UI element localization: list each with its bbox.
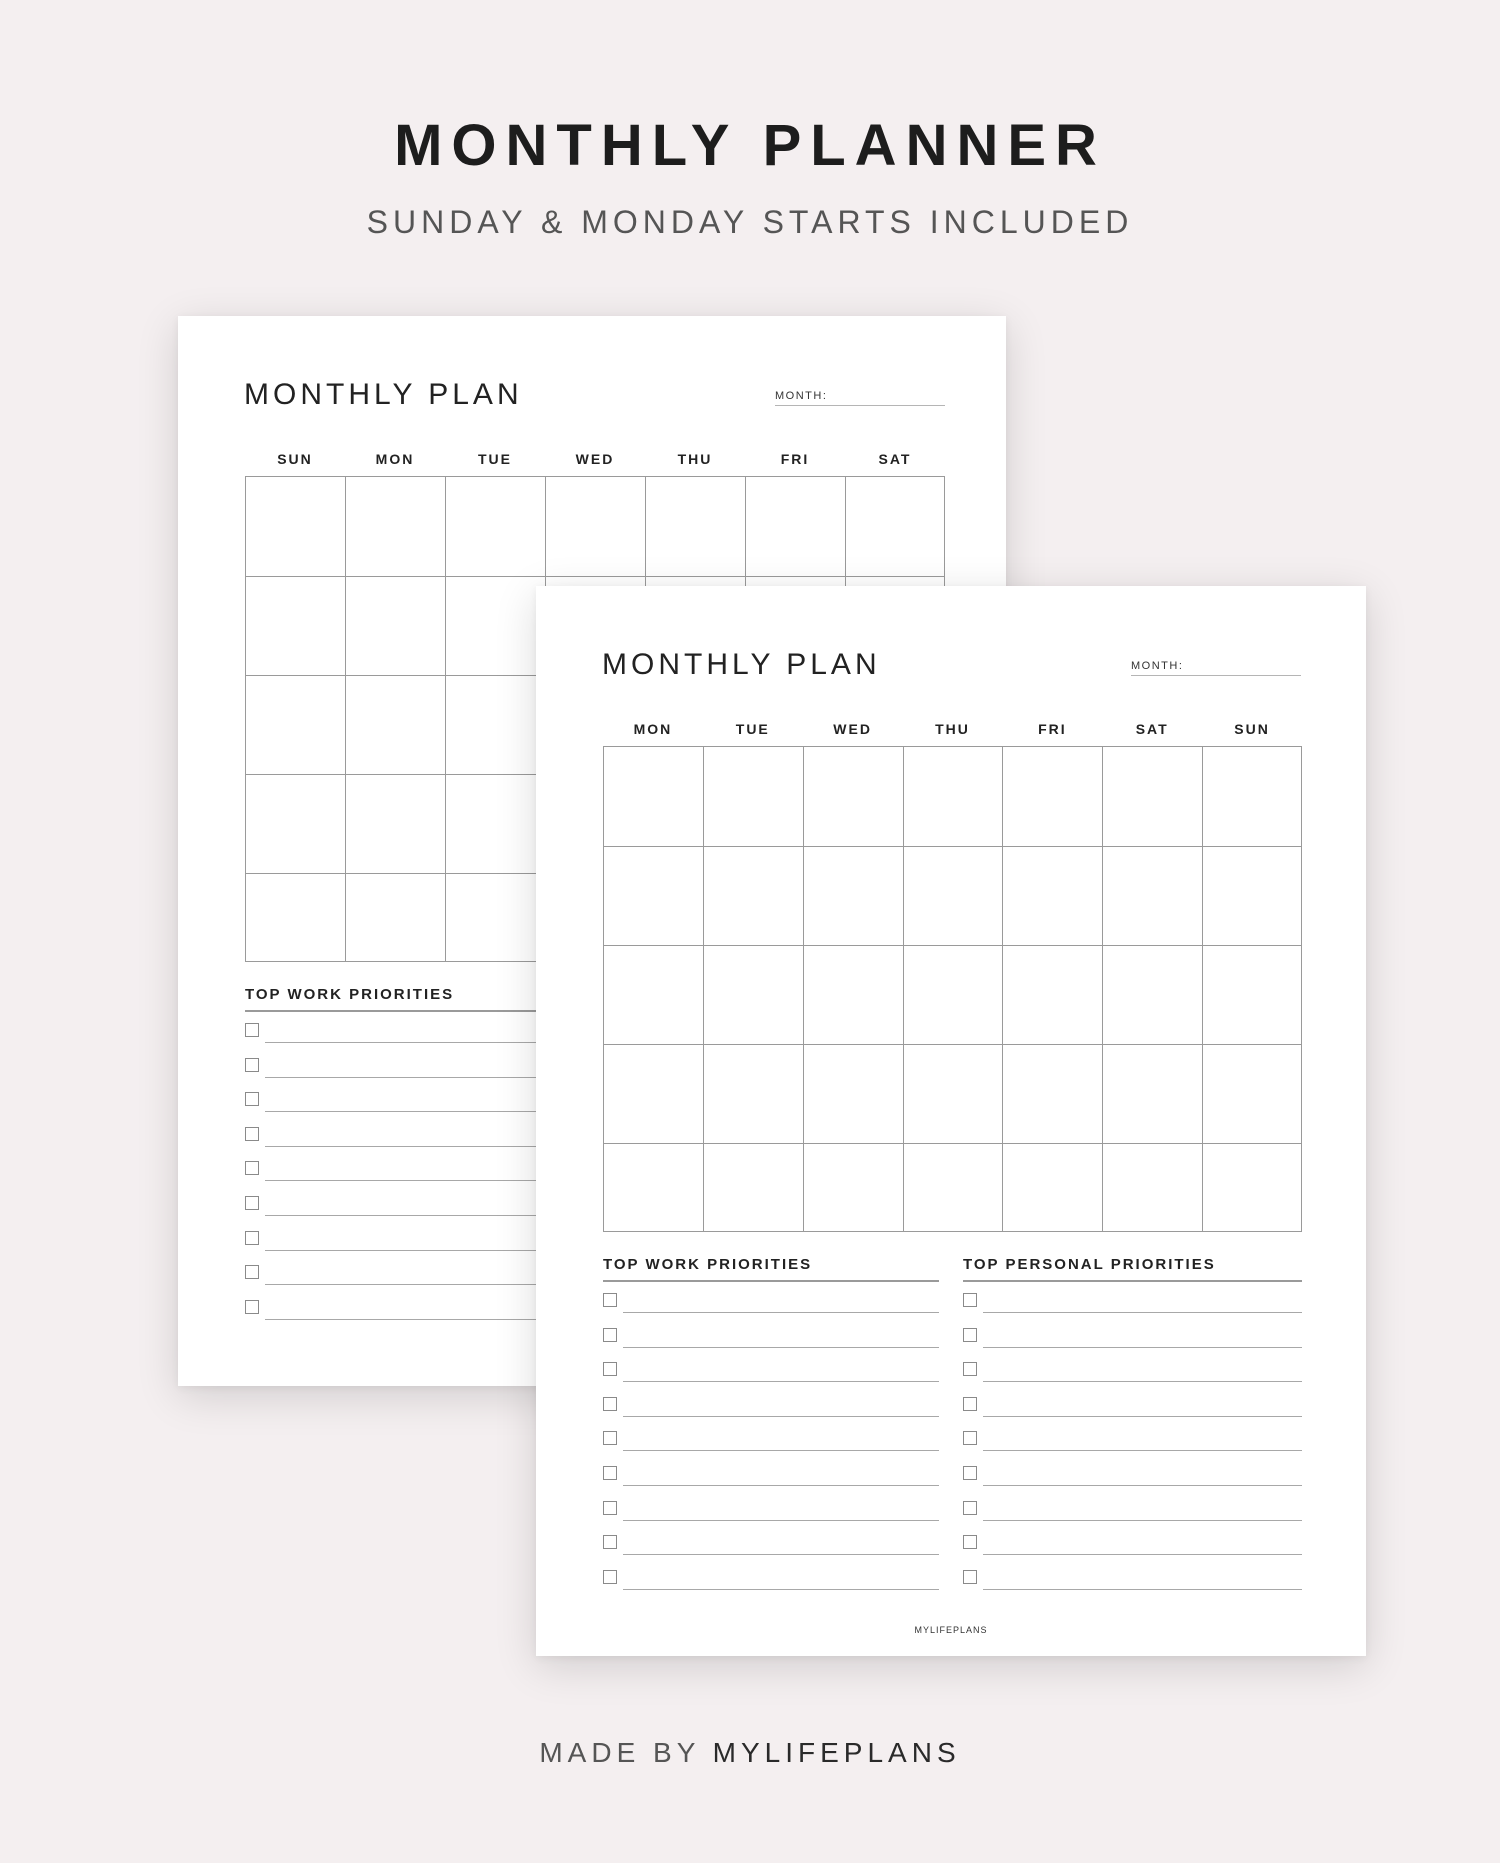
month-field: MONTH: — [1131, 660, 1301, 676]
weekday-label: SUN — [277, 451, 313, 467]
priority-checkbox[interactable] — [963, 1570, 977, 1584]
weekday-label: THU — [677, 451, 713, 467]
sheet-footer-brand: MYLIFEPLANS — [914, 1625, 988, 1635]
personal-priorities-heading: TOP PERSONAL PRIORITIES — [963, 1256, 1302, 1282]
work-priorities-heading: TOP WORK PRIORITIES — [245, 986, 545, 1012]
grid-row-line — [604, 945, 1301, 946]
grid-row-line — [604, 1044, 1301, 1045]
grid-column-line — [345, 477, 346, 961]
priority-checkbox[interactable] — [603, 1397, 617, 1411]
priority-checkbox[interactable] — [603, 1535, 617, 1549]
priority-checkbox[interactable] — [963, 1362, 977, 1376]
priority-write-line[interactable] — [623, 1589, 939, 1590]
grid-row-line — [604, 1143, 1301, 1144]
priority-checkbox[interactable] — [245, 1092, 259, 1106]
priority-checkbox[interactable] — [245, 1231, 259, 1245]
priority-checkbox[interactable] — [603, 1293, 617, 1307]
priority-write-line[interactable] — [623, 1520, 939, 1521]
priority-checkbox[interactable] — [245, 1127, 259, 1141]
priority-write-line[interactable] — [265, 1180, 565, 1181]
weekday-label: WED — [833, 721, 872, 737]
priority-write-line[interactable] — [623, 1554, 939, 1555]
priority-write-line[interactable] — [983, 1589, 1302, 1590]
priority-checkbox[interactable] — [245, 1058, 259, 1072]
priority-write-line[interactable] — [623, 1485, 939, 1486]
priority-checkbox[interactable] — [245, 1300, 259, 1314]
grid-column-line — [1102, 747, 1103, 1231]
priority-write-line[interactable] — [265, 1146, 565, 1147]
weekday-label: TUE — [735, 721, 770, 737]
priority-write-line[interactable] — [983, 1347, 1302, 1348]
grid-row-line — [246, 576, 944, 577]
weekday-label: TUE — [478, 451, 512, 467]
grid-column-line — [703, 747, 704, 1231]
priority-checkbox[interactable] — [245, 1023, 259, 1037]
priority-write-line[interactable] — [265, 1077, 565, 1078]
priority-write-line[interactable] — [623, 1381, 939, 1382]
monday-start-sheet — [536, 586, 1366, 1656]
sheet-title: MONTHLY PLAN — [602, 648, 881, 681]
weekday-label: MON — [633, 721, 673, 737]
priority-write-line[interactable] — [983, 1381, 1302, 1382]
priority-checkbox[interactable] — [245, 1265, 259, 1279]
grid-column-line — [803, 747, 804, 1231]
priority-checkbox[interactable] — [603, 1362, 617, 1376]
priority-write-line[interactable] — [983, 1312, 1302, 1313]
priority-checkbox[interactable] — [245, 1161, 259, 1175]
priority-checkbox[interactable] — [963, 1431, 977, 1445]
priority-write-line[interactable] — [265, 1111, 565, 1112]
priority-write-line[interactable] — [265, 1284, 565, 1285]
weekday-label: FRI — [780, 451, 810, 467]
page-subtitle: SUNDAY & MONDAY STARTS INCLUDED — [366, 204, 1134, 240]
priority-write-line[interactable] — [983, 1450, 1302, 1451]
priority-write-line[interactable] — [623, 1416, 939, 1417]
priority-checkbox[interactable] — [963, 1501, 977, 1515]
priority-checkbox[interactable] — [963, 1293, 977, 1307]
priority-write-line[interactable] — [623, 1312, 939, 1313]
grid-column-line — [1002, 747, 1003, 1231]
priority-checkbox[interactable] — [963, 1466, 977, 1480]
weekday-label: MON — [375, 451, 415, 467]
priority-checkbox[interactable] — [603, 1431, 617, 1445]
work-priorities-heading: TOP WORK PRIORITIES — [603, 1256, 939, 1282]
priority-write-line[interactable] — [983, 1416, 1302, 1417]
priority-write-line[interactable] — [983, 1520, 1302, 1521]
footer-prefix: MADE BY — [539, 1737, 700, 1768]
priority-write-line[interactable] — [623, 1347, 939, 1348]
priority-write-line[interactable] — [265, 1042, 565, 1043]
calendar-grid — [603, 746, 1302, 1232]
weekday-label: SAT — [1135, 721, 1169, 737]
sheet-title: MONTHLY PLAN — [244, 378, 523, 411]
footer-credit — [0, 1737, 1500, 1769]
priority-write-line[interactable] — [265, 1250, 565, 1251]
page-title: MONTHLY PLANNER — [394, 113, 1106, 178]
month-field: MONTH: — [775, 390, 945, 406]
priority-write-line[interactable] — [983, 1485, 1302, 1486]
priority-write-line[interactable] — [623, 1450, 939, 1451]
priority-write-line[interactable] — [265, 1319, 565, 1320]
weekday-label: WED — [575, 451, 615, 467]
grid-column-line — [1202, 747, 1203, 1231]
grid-row-line — [604, 846, 1301, 847]
priority-write-line[interactable] — [265, 1215, 565, 1216]
priority-checkbox[interactable] — [603, 1501, 617, 1515]
priority-checkbox[interactable] — [603, 1570, 617, 1584]
priority-checkbox[interactable] — [963, 1535, 977, 1549]
weekday-label: SUN — [1234, 721, 1270, 737]
priority-checkbox[interactable] — [603, 1466, 617, 1480]
priority-checkbox[interactable] — [963, 1328, 977, 1342]
grid-column-line — [903, 747, 904, 1231]
weekday-label: FRI — [1038, 721, 1067, 737]
grid-column-line — [445, 477, 446, 961]
priority-checkbox[interactable] — [245, 1196, 259, 1210]
footer-brand: MYLIFEPLANS — [712, 1737, 961, 1768]
priority-checkbox[interactable] — [963, 1397, 977, 1411]
weekday-label: THU — [935, 721, 970, 737]
priority-checkbox[interactable] — [603, 1328, 617, 1342]
priority-write-line[interactable] — [983, 1554, 1302, 1555]
weekday-label: SAT — [878, 451, 912, 467]
